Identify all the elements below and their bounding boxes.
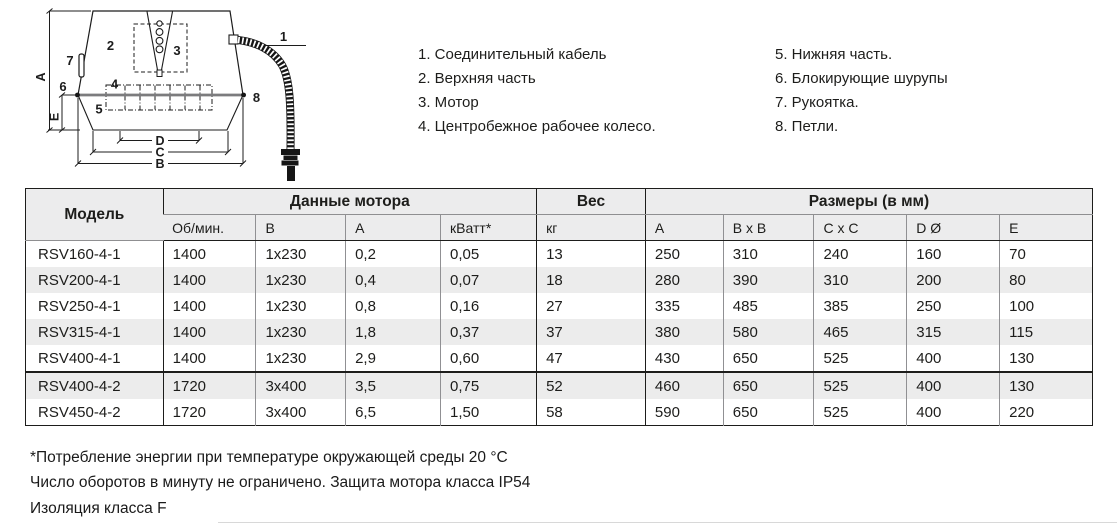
- value-cell: 465: [814, 319, 907, 345]
- model-cell: RSV450-4-2: [38, 403, 121, 421]
- header-dim-e: E: [1000, 215, 1093, 241]
- value-cell: 0,2: [346, 241, 441, 268]
- value-cell: 650: [723, 372, 814, 399]
- value-cell: 525: [814, 345, 907, 372]
- hinge-right: [241, 93, 246, 98]
- model-cell: RSV400-4-1: [38, 349, 121, 367]
- footnote-insulation: Изоляция класса F: [30, 499, 167, 517]
- legend-item-8: 8. Петли.: [775, 118, 839, 135]
- value-cell: 0,4: [346, 267, 441, 293]
- value-cell: 1x230: [256, 345, 346, 372]
- callout-1: 1: [279, 29, 288, 44]
- value-cell: 0,16: [441, 293, 537, 319]
- table-row: [26, 345, 1093, 372]
- footnote-rpm-protection: Число оборотов в минуту не ограничено. Защита мотора класса IP54: [30, 474, 531, 492]
- connection-cable: [229, 35, 306, 181]
- value-cell: 0,05: [441, 241, 537, 268]
- value-cell: 3x400: [256, 372, 346, 399]
- value-cell: 590: [645, 399, 723, 426]
- legend-item-6: 6. Блокирующие шурупы: [775, 70, 948, 87]
- value-cell: 280: [645, 267, 723, 293]
- legend-item-5: 5. Нижняя часть.: [775, 46, 893, 63]
- header-amps: А: [346, 215, 441, 241]
- value-cell: 390: [723, 267, 814, 293]
- value-cell: 525: [814, 372, 907, 399]
- model-cell: RSV160-4-1: [38, 245, 121, 263]
- value-cell: 1400: [163, 241, 256, 268]
- value-cell: 0,60: [441, 345, 537, 372]
- value-cell: 2,9: [346, 345, 441, 372]
- value-cell: 47: [537, 345, 646, 372]
- value-cell: 100: [1000, 293, 1093, 319]
- value-cell: 310: [723, 241, 814, 268]
- header-dim-bxb: B x B: [723, 215, 814, 241]
- value-cell: 1,50: [441, 399, 537, 426]
- table-row: [26, 372, 1093, 399]
- value-cell: 240: [814, 241, 907, 268]
- value-cell: 1x230: [256, 241, 346, 268]
- header-group-row: [26, 189, 1093, 215]
- page-bottom-rule: [218, 522, 1117, 523]
- header-volts: В: [256, 215, 346, 241]
- value-cell: 1400: [163, 293, 256, 319]
- value-cell: 0,37: [441, 319, 537, 345]
- value-cell: 250: [645, 241, 723, 268]
- legend-item-7: 7. Рукоятка.: [775, 94, 859, 111]
- footnotes: [30, 445, 530, 521]
- value-cell: 650: [723, 399, 814, 426]
- dim-label-a: A: [34, 72, 48, 82]
- callout-8: 8: [252, 90, 261, 105]
- model-cell: RSV250-4-1: [38, 297, 121, 315]
- value-cell: 1720: [163, 372, 256, 399]
- value-cell: 130: [1000, 345, 1093, 372]
- value-cell: 1x230: [256, 267, 346, 293]
- header-kg: кг: [537, 215, 646, 241]
- header-group-motor: Данные мотора: [163, 189, 536, 215]
- value-cell: 525: [814, 399, 907, 426]
- handle: [79, 54, 84, 77]
- value-cell: 52: [537, 372, 646, 399]
- table-row: [26, 399, 1093, 426]
- value-cell: 1400: [163, 267, 256, 293]
- table-row: [26, 293, 1093, 319]
- value-cell: 200: [907, 267, 1000, 293]
- value-cell: 80: [1000, 267, 1093, 293]
- model-cell: RSV315-4-1: [26, 319, 164, 345]
- value-cell: 1400: [163, 319, 256, 345]
- value-cell: 6,5: [346, 399, 441, 426]
- value-cell: 1720: [163, 399, 256, 426]
- value-cell: 0,75: [441, 372, 537, 399]
- value-cell: 485: [723, 293, 814, 319]
- footnote-power: *Потребление энергии при температуре окружающей среды 20 °C: [30, 449, 508, 466]
- value-cell: 1400: [163, 345, 256, 372]
- value-cell: 460: [645, 372, 723, 399]
- value-cell: 3x400: [256, 399, 346, 426]
- value-cell: 58: [537, 399, 646, 426]
- value-cell: 430: [645, 345, 723, 372]
- callout-6: 6: [59, 79, 67, 94]
- value-cell: 160: [907, 241, 1000, 268]
- value-cell: 18: [537, 267, 646, 293]
- header-group-weight: Вес: [537, 189, 646, 215]
- dim-label-d: D: [155, 134, 165, 148]
- value-cell: 3,5: [346, 372, 441, 399]
- dim-label-c: C: [155, 145, 165, 160]
- value-cell: 27: [537, 293, 646, 319]
- value-cell: 0,07: [441, 267, 537, 293]
- header-dim-cxc: C x C: [814, 215, 907, 241]
- dim-label-e: E: [47, 112, 62, 122]
- value-cell: 13: [537, 241, 646, 268]
- header-dim-d: D Ø: [907, 215, 1000, 241]
- value-cell: 380: [645, 319, 723, 345]
- spec-table-wrap: [25, 188, 1093, 426]
- table-row: [26, 267, 1093, 293]
- value-cell: 115: [1000, 319, 1093, 345]
- fan-lower-body: [78, 95, 243, 130]
- value-cell: 70: [1000, 241, 1093, 268]
- value-cell: 315: [907, 319, 1000, 345]
- value-cell: 1x230: [256, 319, 346, 345]
- value-cell: 0,8: [346, 293, 441, 319]
- legend-item-4: 4. Центробежное рабочее колесо.: [418, 118, 656, 135]
- value-cell: 37: [537, 319, 646, 345]
- legend-column-left: [418, 43, 656, 139]
- value-cell: 130: [1000, 372, 1093, 399]
- header-model: Модель: [26, 189, 164, 241]
- value-cell: 1x230: [256, 293, 346, 319]
- model-cell: RSV200-4-1: [26, 267, 164, 293]
- value-cell: 400: [907, 372, 1000, 399]
- header-sub-row: [26, 215, 1093, 241]
- legend-item-1: 1. Соединительный кабель: [418, 46, 607, 63]
- callout-2: 2: [106, 38, 115, 53]
- locking-screw-left: [75, 93, 80, 98]
- value-cell: 580: [723, 319, 814, 345]
- header-dim-a: A: [645, 215, 723, 241]
- legend-column-right: [775, 43, 948, 139]
- table-row: [26, 241, 1093, 268]
- spec-table: [25, 188, 1093, 426]
- value-cell: 400: [907, 345, 1000, 372]
- table-row: [26, 319, 1093, 345]
- model-cell: RSV400-4-2: [26, 372, 164, 399]
- dim-label-b: B: [155, 157, 165, 171]
- value-cell: 385: [814, 293, 907, 319]
- header-rpm: Об/мин.: [163, 215, 256, 241]
- value-cell: 650: [723, 345, 814, 372]
- legend-item-3: 3. Мотор: [418, 94, 479, 111]
- value-cell: 310: [814, 267, 907, 293]
- header-kwatt: кВатт*: [441, 215, 537, 241]
- legend-item-2: 2. Верхняя часть: [418, 70, 536, 87]
- value-cell: 1,8: [346, 319, 441, 345]
- fan-diagram: [0, 0, 360, 185]
- callout-5: 5: [95, 101, 103, 117]
- value-cell: 220: [1000, 399, 1093, 426]
- callout-4: 4: [110, 76, 119, 92]
- callout-3: 3: [173, 43, 181, 58]
- spec-table-body: [26, 241, 1093, 426]
- value-cell: 400: [907, 399, 1000, 426]
- value-cell: 335: [645, 293, 723, 319]
- value-cell: 250: [907, 293, 1000, 319]
- callout-7: 7: [66, 53, 74, 68]
- header-group-dimensions: Размеры (в мм): [645, 189, 1092, 215]
